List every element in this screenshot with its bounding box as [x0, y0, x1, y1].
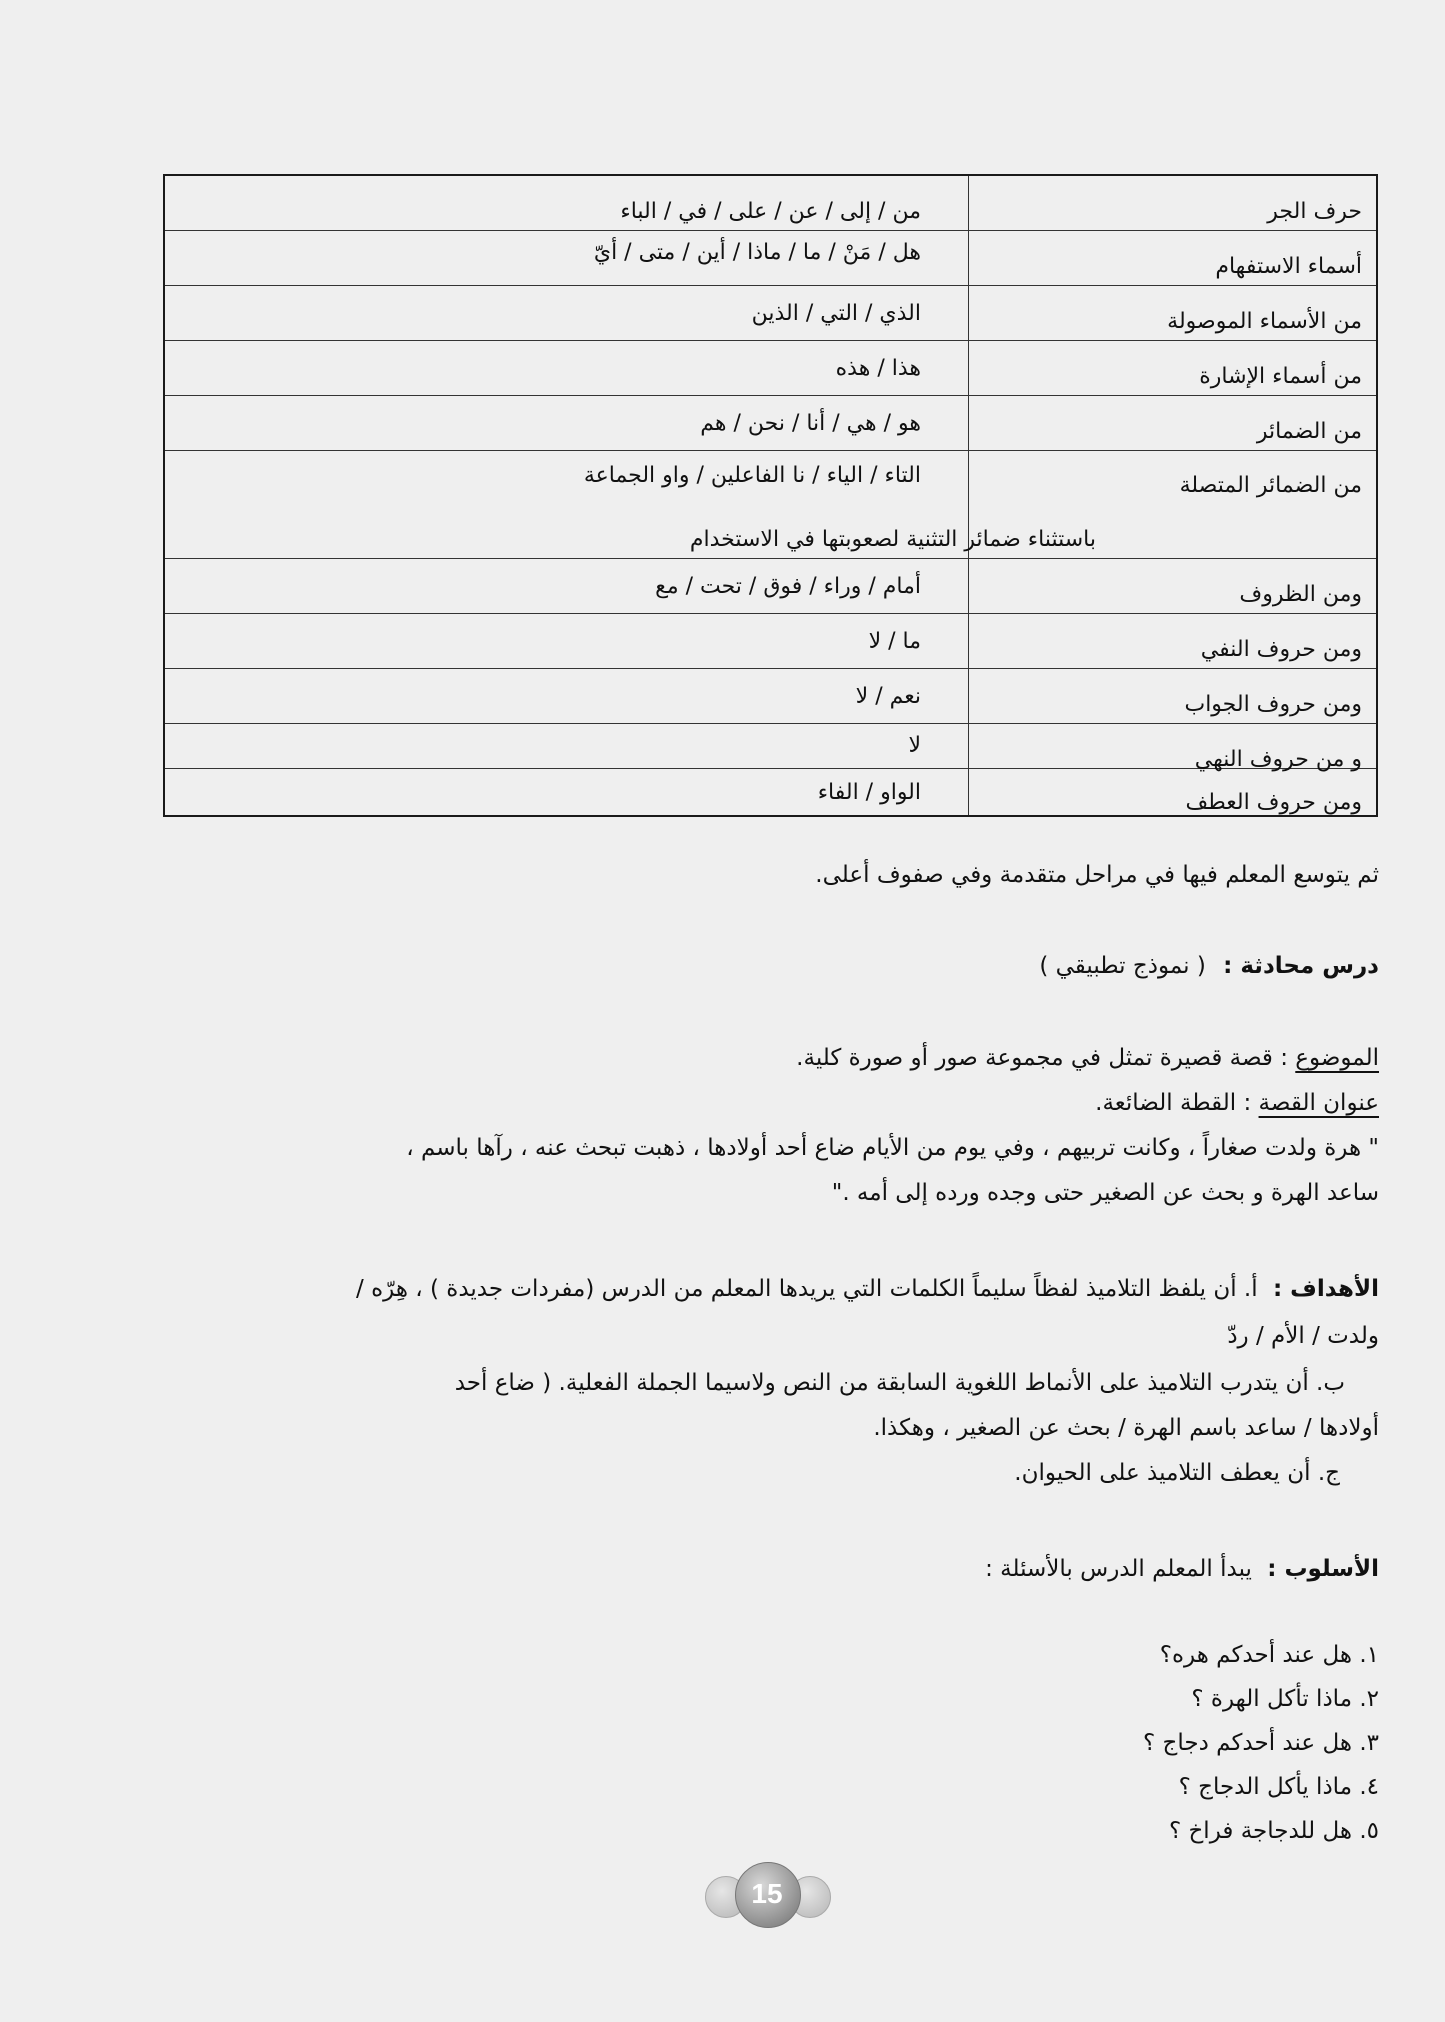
intro-line: ثم يتوسع المعلم فيها في مراحل متقدمة وفي صفوف أعلى.: [815, 862, 1379, 888]
lesson-heading-line: [1039, 953, 1379, 979]
question-item: ٣. هل عند أحدكم دجاج ؟: [1143, 1730, 1379, 1756]
question-item: ٢. ماذا تأكل الهرة ؟: [1191, 1686, 1379, 1712]
topic-text: : قصة قصيرة تمثل في مجموعة صور أو صورة كلية.: [796, 1045, 1288, 1071]
lesson-heading: درس محادثة :: [1223, 953, 1379, 979]
page-number-badge: [705, 1860, 825, 1930]
row-value: لا: [908, 733, 921, 758]
story-line: " هرة ولدت صغاراً ، وكانت تربيهم ، وفي يوم من الأيام ضاع أحد أولادها ، ذهبت تبحث عنه ، رآها باسم ،: [406, 1135, 1379, 1161]
table-row: [165, 559, 1376, 614]
row-label: حرف الجر: [1267, 199, 1362, 224]
table-row: [165, 286, 1376, 341]
method-label: الأسلوب :: [1267, 1556, 1379, 1582]
row-value: الذي / التي / الذين: [751, 301, 921, 326]
goals-label: الأهداف :: [1272, 1276, 1379, 1302]
grammar-table: [163, 174, 1378, 817]
row-label: من الضمائر المتصلة: [1179, 473, 1362, 498]
goal-a-continuation: ولدت / الأم / ردّ: [1227, 1323, 1379, 1349]
goal-b-text: ب. أن يتدرب التلاميذ على الأنماط اللغوية السابقة من النص ولاسيما الجملة الفعلية. ( ضاع أحد: [454, 1370, 1345, 1396]
row-value: هل / مَنْ / ما / ماذا / أين / متى / أيّ: [593, 240, 921, 265]
table-row: [165, 396, 1376, 451]
table-row: [165, 769, 1376, 817]
method-line: [985, 1556, 1379, 1582]
row-label: ومن حروف العطف: [1185, 790, 1362, 815]
goal-c-text: ج. أن يعطف التلاميذ على الحيوان.: [1014, 1460, 1340, 1486]
row-label: أسماء الاستفهام: [1215, 254, 1362, 279]
row-label: من أسماء الإشارة: [1199, 364, 1362, 389]
row-value: ما / لا: [868, 629, 921, 654]
row-label: ومن حروف الجواب: [1184, 692, 1362, 717]
row-value: نعم / لا: [855, 684, 921, 709]
row-label: من الأسماء الموصولة: [1167, 309, 1362, 334]
row-value: التاء / الياء / نا الفاعلين / واو الجماعة: [583, 463, 921, 488]
table-row: [165, 614, 1376, 669]
page-number: 15: [751, 1878, 783, 1909]
row-value: أمام / وراء / فوق / تحت / مع: [655, 574, 921, 599]
story-title-text: : القطة الضائعة.: [1095, 1090, 1252, 1116]
story-line: ساعد الهرة و بحث عن الصغير حتى وجده ورده إلى أمه .": [831, 1180, 1379, 1206]
topic-label: الموضوع: [1295, 1045, 1379, 1071]
table-row: [165, 341, 1376, 396]
question-item: ٥. هل للدجاجة فراخ ؟: [1168, 1818, 1379, 1844]
row-value: من / إلى / عن / على / في / الباء: [620, 199, 921, 224]
table-row: [165, 724, 1376, 772]
row-label: من الضمائر: [1256, 419, 1362, 444]
topic-line: [796, 1045, 1379, 1071]
row-value: الواو / الفاء: [817, 780, 921, 805]
row-label: ومن حروف النفي: [1200, 637, 1362, 662]
row-label: ومن الظروف: [1239, 582, 1362, 607]
table-row: [165, 176, 1376, 231]
row-note: باستثناء ضمائر التثنية لصعوبتها في الاستخدام: [689, 527, 1096, 552]
goal-a-text: أ. أن يلفظ التلاميذ لفظاً سليماً الكلمات التي يريدها المعلم من الدرس (مفردات جديدة ) ، هِرّه /: [356, 1276, 1258, 1302]
story-title-label: عنوان القصة: [1258, 1090, 1379, 1116]
lesson-heading-note: ( نموذج تطبيقي ): [1039, 953, 1206, 979]
table-row: [165, 669, 1376, 724]
table-row: [165, 451, 1376, 559]
question-item: ١. هل عند أحدكم هره؟: [1159, 1642, 1379, 1668]
method-text: يبدأ المعلم الدرس بالأسئلة :: [985, 1556, 1252, 1582]
row-value: هو / هي / أنا / نحن / هم: [700, 411, 921, 436]
row-value: هذا / هذه: [835, 356, 921, 381]
row-label: و من حروف النهي: [1194, 747, 1362, 772]
story-title-line: [1095, 1090, 1379, 1116]
table-row: [165, 231, 1376, 286]
goal-a-line: [356, 1276, 1379, 1302]
goal-b-continuation: أولادها / ساعد باسم الهرة / بحث عن الصغير ، وهكذا.: [873, 1415, 1379, 1441]
question-item: ٤. ماذا يأكل الدجاج ؟: [1178, 1774, 1379, 1800]
